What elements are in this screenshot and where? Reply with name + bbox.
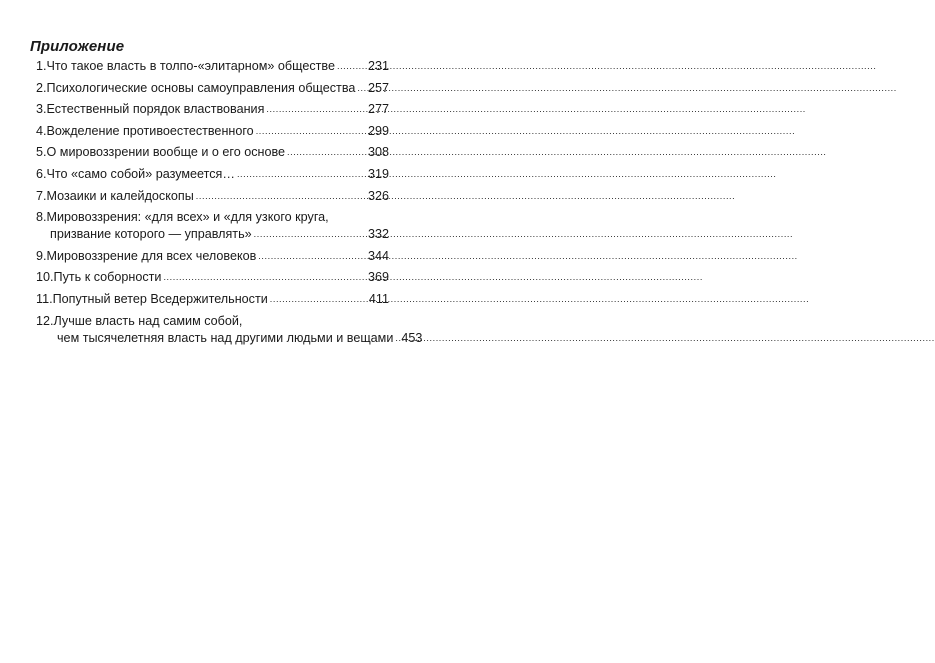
toc-item-3[interactable] (36, 101, 389, 119)
dot-leader (395, 329, 399, 347)
toc-item-number: 10. (36, 270, 54, 285)
toc-item-title: Что «само собой» разумеется… (46, 166, 235, 181)
toc-item-number: 5. (36, 145, 47, 160)
toc-item-title: О мировоззрении вообще и о его основе (46, 145, 286, 160)
dot-leader (287, 143, 366, 161)
toc-item-page: 344 (367, 248, 389, 263)
toc-item-2[interactable] (36, 80, 389, 98)
toc-item-number: 2. (36, 80, 47, 95)
toc-item-title: Мозаики и калейдоскопы (46, 188, 194, 203)
toc-item-6[interactable] (36, 166, 389, 184)
toc-item-number: 4. (36, 123, 47, 138)
dot-leader (163, 268, 366, 286)
toc-item-4[interactable] (36, 123, 389, 141)
toc-item-title: Психологические основы самоуправления общества (46, 80, 356, 95)
dot-leader (357, 79, 366, 97)
toc-item-number: 11. (36, 291, 53, 306)
toc-item-number: 12. (36, 313, 54, 328)
toc-item-number: 3. (36, 102, 47, 117)
toc-item-8[interactable] (36, 209, 389, 244)
toc-item-page: 319 (367, 166, 389, 181)
toc-item-page: 326 (367, 188, 389, 203)
toc-item-title: Путь к соборности (53, 270, 162, 285)
toc-item-title: Мировоззрения: «для всех» и «для узкого круга, (46, 210, 329, 225)
toc-item-number: 7. (36, 188, 47, 203)
toc-item-10[interactable] (36, 269, 389, 287)
toc-item-page: 369 (367, 270, 389, 285)
toc-item-number: 8. (36, 210, 47, 225)
toc-item-5[interactable] (36, 144, 389, 162)
toc-item-number: 9. (36, 248, 47, 263)
toc-item-12[interactable] (36, 313, 423, 348)
toc-item-9[interactable] (36, 248, 389, 266)
toc-item-1[interactable] (36, 58, 389, 76)
toc-item-page: 332 (367, 227, 389, 242)
toc-item-page: 411 (368, 291, 389, 306)
dot-leader (337, 57, 366, 75)
toc-item-11[interactable] (36, 291, 389, 309)
toc-item-page: 231 (367, 59, 389, 73)
dot-leader (237, 165, 366, 183)
dot-leader (196, 187, 366, 205)
dot-leader (256, 122, 366, 140)
toc-item-title: Мировоззрение для всех человеков (46, 248, 257, 263)
toc-item-title: Что такое власть в толпо-«элитарном» обществе (46, 59, 335, 73)
toc-item-title-continuation: призвание которого — управлять» (50, 227, 252, 242)
toc-item-page: 257 (367, 80, 389, 95)
dot-leader (270, 290, 367, 308)
toc-item-page: 277 (367, 102, 389, 117)
toc-item-number: 1. (36, 59, 47, 73)
toc-item-page: 453 (401, 330, 423, 345)
toc-item-title: Попутный ветер Вседержительности (52, 291, 268, 306)
toc-item-7[interactable] (36, 188, 389, 206)
toc-item-page: 299 (367, 123, 389, 138)
toc-item-title: Лучше власть над самим собой, (53, 313, 243, 328)
toc-item-title: Естественный порядок властвования (46, 102, 265, 117)
toc-item-title-continuation: чем тысячелетняя власть над другими людьми и вещами (57, 330, 394, 345)
toc-item-title: Вожделение противоестественного (46, 123, 254, 138)
dot-leader (258, 247, 366, 265)
table-of-contents (0, 58, 423, 351)
document-page (0, 0, 423, 663)
dot-leader (266, 100, 366, 118)
toc-item-page: 308 (367, 145, 389, 160)
section-title: Приложение (30, 38, 125, 55)
toc-item-number: 6. (36, 166, 47, 181)
dot-leader (254, 225, 366, 243)
